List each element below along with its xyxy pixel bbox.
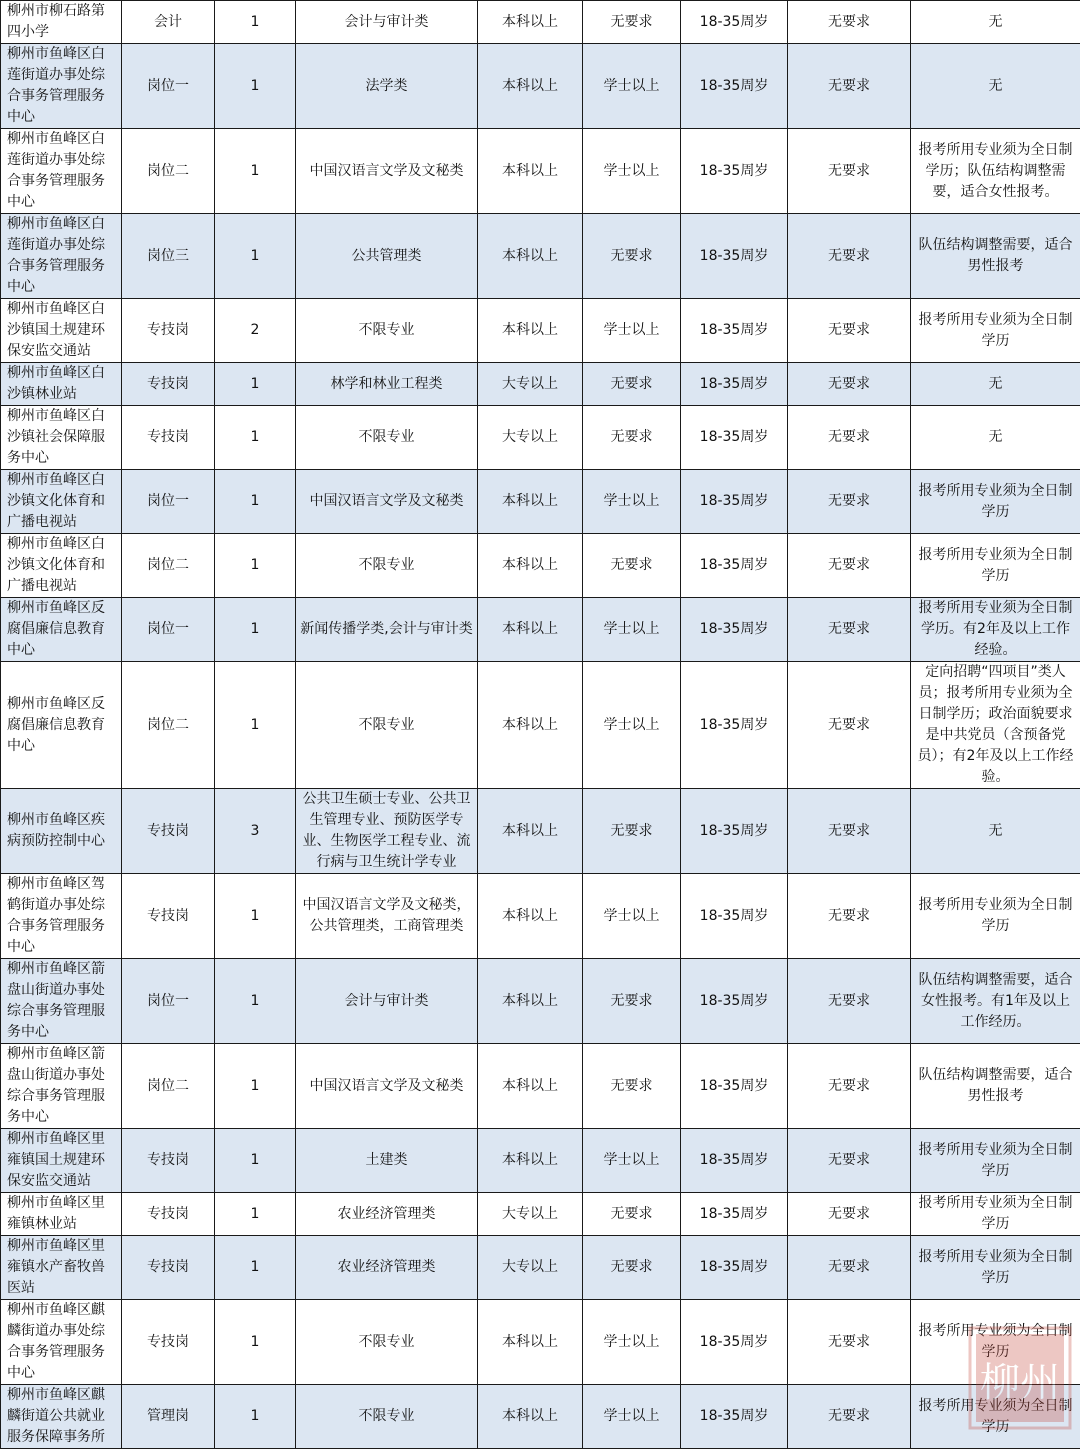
cell-politics: 无要求 [788, 662, 911, 789]
table-row [1, 874, 1080, 959]
cell-major: 公共管理类 [296, 214, 478, 299]
cell-degree: 无要求 [583, 214, 681, 299]
cell-politics: 无要求 [788, 1236, 911, 1300]
cell-age: 18-35周岁 [681, 534, 788, 598]
cell-age: 18-35周岁 [681, 662, 788, 789]
cell-major: 不限专业 [296, 534, 478, 598]
cell-degree: 学士以上 [583, 299, 681, 363]
cell-education: 大专以上 [478, 363, 583, 406]
cell-major: 法学类 [296, 44, 478, 129]
cell-post: 岗位二 [122, 129, 215, 214]
cell-post: 岗位一 [122, 598, 215, 662]
table-row [1, 1129, 1080, 1193]
cell-degree: 学士以上 [583, 470, 681, 534]
cell-education: 本科以上 [478, 534, 583, 598]
cell-major: 农业经济管理类 [296, 1236, 478, 1300]
cell-count: 1 [215, 1193, 296, 1236]
cell-degree: 无要求 [583, 363, 681, 406]
cell-post: 专技岗 [122, 299, 215, 363]
cell-unit: 柳州市鱼峰区白莲街道办事处综合事务管理服务中心 [1, 214, 122, 299]
cell-unit: 柳州市鱼峰区白沙镇社会保障服务中心 [1, 406, 122, 470]
cell-post: 专技岗 [122, 1129, 215, 1193]
cell-degree: 无要求 [583, 959, 681, 1044]
cell-education: 本科以上 [478, 1, 583, 44]
cell-post: 会计 [122, 1, 215, 44]
cell-major: 会计与审计类 [296, 959, 478, 1044]
cell-politics: 无要求 [788, 1129, 911, 1193]
cell-degree: 无要求 [583, 1236, 681, 1300]
cell-notes: 无 [911, 789, 1080, 874]
cell-politics: 无要求 [788, 44, 911, 129]
cell-education: 大专以上 [478, 1193, 583, 1236]
cell-unit: 柳州市鱼峰区白沙镇文化体育和广播电视站 [1, 534, 122, 598]
cell-age: 18-35周岁 [681, 1193, 788, 1236]
cell-count: 1 [215, 214, 296, 299]
cell-education: 本科以上 [478, 214, 583, 299]
cell-notes: 报考所用专业须为全日制学历 [911, 1129, 1080, 1193]
cell-unit: 柳州市鱼峰区反腐倡廉信息教育中心 [1, 598, 122, 662]
cell-major: 中国汉语言文学及文秘类，公共管理类，工商管理类 [296, 874, 478, 959]
cell-age: 18-35周岁 [681, 598, 788, 662]
cell-post: 岗位二 [122, 662, 215, 789]
cell-education: 本科以上 [478, 470, 583, 534]
cell-count: 1 [215, 129, 296, 214]
cell-post: 专技岗 [122, 1300, 215, 1385]
cell-age: 18-35周岁 [681, 1300, 788, 1385]
cell-age: 18-35周岁 [681, 129, 788, 214]
cell-notes: 报考所用专业须为全日制学历 [911, 299, 1080, 363]
cell-unit: 柳州市鱼峰区里雍镇国土规建环保安监交通站 [1, 1129, 122, 1193]
table-row [1, 129, 1080, 214]
table-row [1, 789, 1080, 874]
cell-notes: 报考所用专业须为全日制学历 [911, 1300, 1080, 1385]
cell-major: 公共卫生硕士专业、公共卫生管理专业、预防医学专业、生物医学工程专业、流行病与卫生统计学专业 [296, 789, 478, 874]
cell-count: 1 [215, 534, 296, 598]
cell-age: 18-35周岁 [681, 214, 788, 299]
cell-age: 18-35周岁 [681, 406, 788, 470]
cell-notes: 无 [911, 406, 1080, 470]
cell-age: 18-35周岁 [681, 1236, 788, 1300]
cell-education: 本科以上 [478, 959, 583, 1044]
cell-politics: 无要求 [788, 214, 911, 299]
cell-count: 1 [215, 406, 296, 470]
cell-post: 专技岗 [122, 789, 215, 874]
cell-count: 1 [215, 1385, 296, 1449]
cell-age: 18-35周岁 [681, 1, 788, 44]
cell-politics: 无要求 [788, 1, 911, 44]
cell-unit: 柳州市鱼峰区箭盘山街道办事处综合事务管理服务中心 [1, 1044, 122, 1129]
cell-politics: 无要求 [788, 470, 911, 534]
cell-major: 中国汉语言文学及文秘类 [296, 470, 478, 534]
cell-politics: 无要求 [788, 598, 911, 662]
cell-notes: 报考所用专业须为全日制学历 [911, 874, 1080, 959]
cell-notes: 报考所用专业须为全日制学历；队伍结构调整需要，适合女性报考。 [911, 129, 1080, 214]
cell-degree: 学士以上 [583, 44, 681, 129]
cell-notes: 报考所用专业须为全日制学历。有2年及以上工作经验。 [911, 598, 1080, 662]
cell-notes: 报考所用专业须为全日制学历 [911, 1236, 1080, 1300]
cell-degree: 学士以上 [583, 1385, 681, 1449]
cell-education: 本科以上 [478, 874, 583, 959]
table-row [1, 1385, 1080, 1449]
cell-age: 18-35周岁 [681, 363, 788, 406]
cell-unit: 柳州市鱼峰区驾鹤街道办事处综合事务管理服务中心 [1, 874, 122, 959]
cell-unit: 柳州市鱼峰区里雍镇林业站 [1, 1193, 122, 1236]
cell-degree: 学士以上 [583, 874, 681, 959]
cell-post: 专技岗 [122, 1193, 215, 1236]
cell-count: 1 [215, 874, 296, 959]
table-row [1, 214, 1080, 299]
cell-notes: 无 [911, 363, 1080, 406]
cell-degree: 学士以上 [583, 662, 681, 789]
cell-post: 专技岗 [122, 874, 215, 959]
cell-notes: 定向招聘“四项目”类人员；报考所用专业须为全日制学历；政治面貌要求是中共党员（含预备党员）；有2年及以上工作经验。 [911, 662, 1080, 789]
cell-education: 本科以上 [478, 1129, 583, 1193]
table-row [1, 1300, 1080, 1385]
cell-unit: 柳州市鱼峰区里雍镇水产畜牧兽医站 [1, 1236, 122, 1300]
cell-major: 不限专业 [296, 299, 478, 363]
cell-major: 不限专业 [296, 1300, 478, 1385]
cell-post: 岗位一 [122, 959, 215, 1044]
cell-politics: 无要求 [788, 1385, 911, 1449]
cell-education: 本科以上 [478, 1300, 583, 1385]
table-row [1, 959, 1080, 1044]
cell-count: 3 [215, 789, 296, 874]
cell-age: 18-35周岁 [681, 1044, 788, 1129]
table-row [1, 1044, 1080, 1129]
cell-education: 本科以上 [478, 299, 583, 363]
cell-education: 本科以上 [478, 1044, 583, 1129]
cell-unit: 柳州市鱼峰区箭盘山街道办事处综合事务管理服务中心 [1, 959, 122, 1044]
cell-notes: 无 [911, 44, 1080, 129]
cell-education: 本科以上 [478, 44, 583, 129]
cell-post: 岗位三 [122, 214, 215, 299]
cell-age: 18-35周岁 [681, 959, 788, 1044]
cell-major: 农业经济管理类 [296, 1193, 478, 1236]
cell-count: 1 [215, 1, 296, 44]
cell-degree: 学士以上 [583, 129, 681, 214]
cell-politics: 无要求 [788, 1193, 911, 1236]
cell-major: 新闻传播学类,会计与审计类 [296, 598, 478, 662]
cell-education: 本科以上 [478, 662, 583, 789]
cell-politics: 无要求 [788, 363, 911, 406]
cell-politics: 无要求 [788, 789, 911, 874]
cell-major: 土建类 [296, 1129, 478, 1193]
cell-education: 大专以上 [478, 1236, 583, 1300]
cell-count: 1 [215, 470, 296, 534]
cell-post: 管理岗 [122, 1385, 215, 1449]
cell-unit: 柳州市鱼峰区白沙镇文化体育和广播电视站 [1, 470, 122, 534]
cell-education: 本科以上 [478, 1385, 583, 1449]
cell-unit: 柳州市鱼峰区白沙镇林业站 [1, 363, 122, 406]
cell-count: 1 [215, 363, 296, 406]
cell-notes: 报考所用专业须为全日制学历 [911, 1385, 1080, 1449]
cell-count: 1 [215, 959, 296, 1044]
cell-unit: 柳州市鱼峰区麒麟街道公共就业服务保障事务所 [1, 1385, 122, 1449]
cell-major: 不限专业 [296, 406, 478, 470]
cell-politics: 无要求 [788, 534, 911, 598]
watermark-text: 柳州 [980, 1360, 1060, 1406]
cell-degree: 无要求 [583, 789, 681, 874]
cell-post: 岗位二 [122, 1044, 215, 1129]
cell-major: 中国汉语言文学及文秘类 [296, 1044, 478, 1129]
cell-degree: 无要求 [583, 1193, 681, 1236]
table-row [1, 470, 1080, 534]
cell-unit: 柳州市鱼峰区反腐倡廉信息教育中心 [1, 662, 122, 789]
table-row [1, 1236, 1080, 1300]
cell-post: 专技岗 [122, 1236, 215, 1300]
cell-politics: 无要求 [788, 406, 911, 470]
cell-notes: 无 [911, 1, 1080, 44]
cell-age: 18-35周岁 [681, 789, 788, 874]
table-row [1, 662, 1080, 789]
cell-degree: 无要求 [583, 534, 681, 598]
cell-count: 1 [215, 44, 296, 129]
cell-notes: 报考所用专业须为全日制学历 [911, 470, 1080, 534]
cell-degree: 学士以上 [583, 1129, 681, 1193]
cell-count: 1 [215, 1129, 296, 1193]
cell-age: 18-35周岁 [681, 1385, 788, 1449]
cell-politics: 无要求 [788, 129, 911, 214]
cell-count: 1 [215, 1236, 296, 1300]
cell-unit: 柳州市鱼峰区白莲街道办事处综合事务管理服务中心 [1, 129, 122, 214]
cell-degree: 学士以上 [583, 1300, 681, 1385]
cell-age: 18-35周岁 [681, 299, 788, 363]
cell-politics: 无要求 [788, 1300, 911, 1385]
cell-major: 不限专业 [296, 1385, 478, 1449]
table-row [1, 534, 1080, 598]
cell-notes: 报考所用专业须为全日制学历 [911, 1193, 1080, 1236]
cell-degree: 学士以上 [583, 598, 681, 662]
cell-post: 岗位一 [122, 470, 215, 534]
cell-age: 18-35周岁 [681, 470, 788, 534]
cell-count: 1 [215, 662, 296, 789]
cell-major: 中国汉语言文学及文秘类 [296, 129, 478, 214]
cell-post: 岗位一 [122, 44, 215, 129]
table-row [1, 299, 1080, 363]
cell-count: 1 [215, 1044, 296, 1129]
table-row [1, 598, 1080, 662]
cell-politics: 无要求 [788, 299, 911, 363]
cell-major: 会计与审计类 [296, 1, 478, 44]
cell-unit: 柳州市鱼峰区白沙镇国土规建环保安监交通站 [1, 299, 122, 363]
cell-politics: 无要求 [788, 1044, 911, 1129]
cell-education: 大专以上 [478, 406, 583, 470]
cell-major: 林学和林业工程类 [296, 363, 478, 406]
cell-unit: 柳州市鱼峰区白莲街道办事处综合事务管理服务中心 [1, 44, 122, 129]
cell-post: 专技岗 [122, 406, 215, 470]
cell-degree: 无要求 [583, 1044, 681, 1129]
cell-unit: 柳州市鱼峰区麒麟街道办事处综合事务管理服务中心 [1, 1300, 122, 1385]
cell-post: 专技岗 [122, 363, 215, 406]
cell-age: 18-35周岁 [681, 1129, 788, 1193]
table-row [1, 1193, 1080, 1236]
cell-education: 本科以上 [478, 598, 583, 662]
cell-unit: 柳州市鱼峰区疾病预防控制中心 [1, 789, 122, 874]
cell-post: 岗位二 [122, 534, 215, 598]
cell-education: 本科以上 [478, 789, 583, 874]
table-row [1, 44, 1080, 129]
cell-count: 1 [215, 1300, 296, 1385]
cell-politics: 无要求 [788, 874, 911, 959]
cell-count: 2 [215, 299, 296, 363]
cell-unit: 柳州市柳石路第四小学 [1, 1, 122, 44]
cell-politics: 无要求 [788, 959, 911, 1044]
table-row [1, 406, 1080, 470]
cell-age: 18-35周岁 [681, 874, 788, 959]
cell-degree: 无要求 [583, 1, 681, 44]
cell-degree: 无要求 [583, 406, 681, 470]
cell-notes: 队伍结构调整需要，适合男性报考 [911, 1044, 1080, 1129]
table-row [1, 363, 1080, 406]
cell-notes: 队伍结构调整需要，适合女性报考。有1年及以上工作经历。 [911, 959, 1080, 1044]
cell-notes: 队伍结构调整需要，适合男性报考 [911, 214, 1080, 299]
cell-age: 18-35周岁 [681, 44, 788, 129]
cell-notes: 报考所用专业须为全日制学历 [911, 534, 1080, 598]
cell-education: 本科以上 [478, 129, 583, 214]
cell-major: 不限专业 [296, 662, 478, 789]
table-row [1, 1, 1080, 44]
cell-count: 1 [215, 598, 296, 662]
